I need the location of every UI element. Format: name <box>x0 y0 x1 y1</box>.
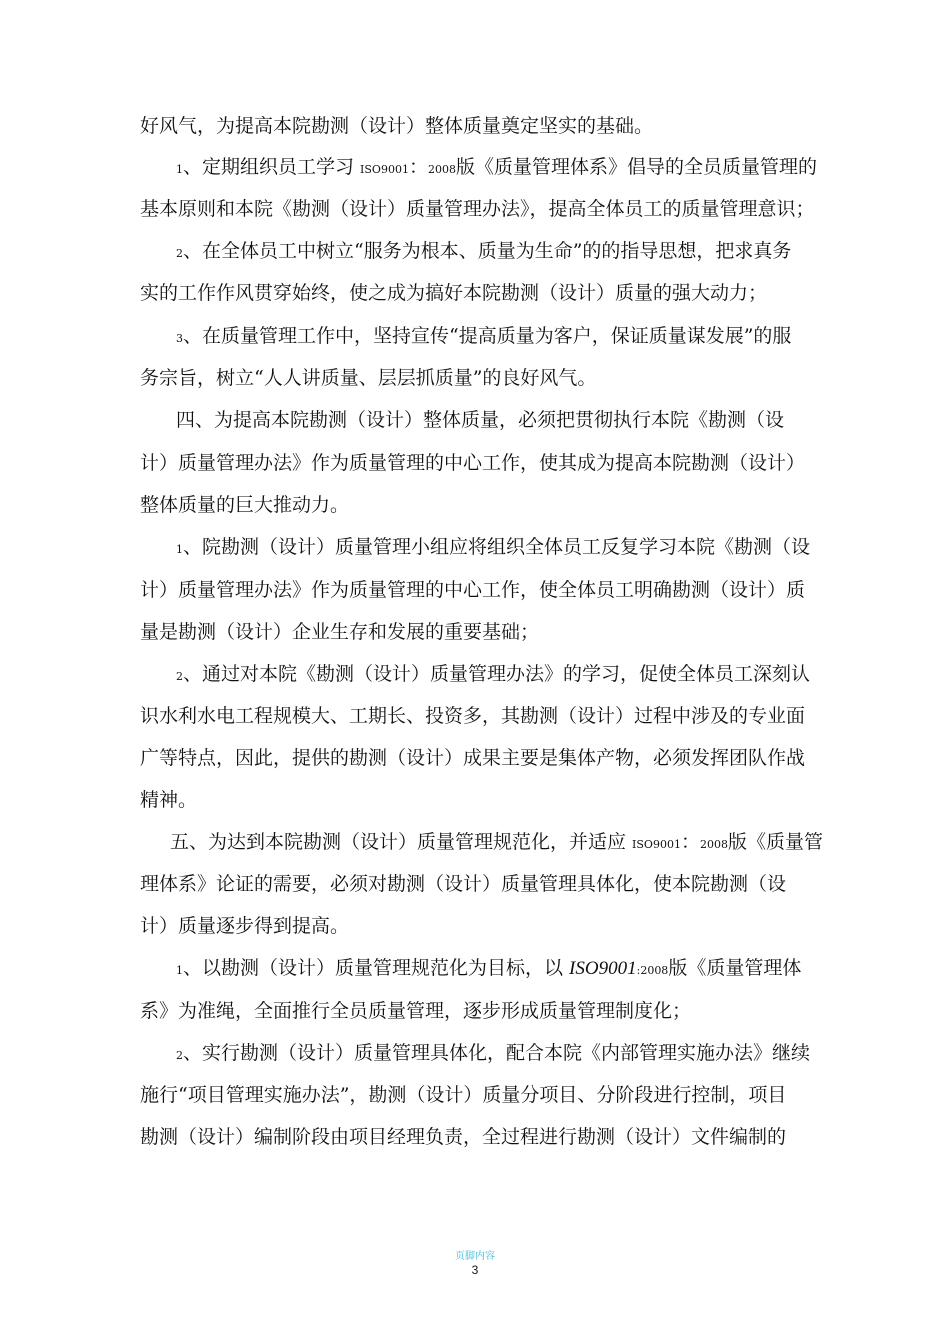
text-line <box>0 526 950 568</box>
text-line <box>0 821 950 863</box>
text-line <box>0 272 950 314</box>
text-segment: 识水利水电工程规模大、工期长、投资多，其勘测（设计）过程中涉及的专业面 <box>140 705 806 727</box>
text-segment: 施行“项目管理实施办法”，勘测（设计）质量分项目、分阶段进行控制，项目 <box>140 1084 787 1106</box>
text-line <box>0 1032 950 1074</box>
text-line <box>0 905 950 947</box>
text-line <box>0 737 950 779</box>
text-segment: 、定期组织员工学习 <box>183 156 361 178</box>
text-line <box>0 569 950 611</box>
text-segment: 四、为提高本院勘测（设计）整体质量，必须把贯彻执行本院《勘测（设 <box>176 409 785 431</box>
text-segment: 3 <box>176 332 183 345</box>
text-segment: 1 <box>176 543 183 556</box>
text-line <box>0 611 950 653</box>
text-line <box>0 947 950 989</box>
text-segment: 计）质量管理办法》作为质量管理的中心工作，使其成为提高本院勘测（设计） <box>140 452 806 474</box>
text-segment: 整体质量的巨大推动力。 <box>140 494 350 516</box>
text-segment: 精神。 <box>140 789 198 811</box>
text-line <box>0 863 950 905</box>
text-line <box>0 1074 950 1116</box>
text-segment: ISO9001 <box>360 163 409 176</box>
text-segment: 1 <box>176 964 183 977</box>
text-segment: 1 <box>176 163 183 176</box>
text-segment: 2008 <box>427 163 456 176</box>
text-line <box>0 357 950 399</box>
text-segment: 实的工作作风贯穿始终，使之成为搞好本院勘测（设计）质量的强大动力； <box>140 282 768 304</box>
text-line <box>0 442 950 484</box>
text-segment: 勘测（设计）编制阶段由项目经理负责，全过程进行勘测（设计）文件编制的 <box>140 1126 787 1148</box>
text-segment: :2008 <box>636 964 669 977</box>
text-segment: 量是勘测（设计）企业生存和发展的重要基础； <box>140 621 540 643</box>
text-segment: 2008 <box>699 838 728 851</box>
text-line <box>0 990 950 1032</box>
text-segment: 基本原则和本院《勘测（设计）质量管理办法》，提高全体员工的质量管理意识； <box>140 198 815 220</box>
text-segment: ISO9001 <box>632 838 681 851</box>
text-segment: 、以勘测（设计）质量管理规范化为目标，以 <box>183 957 570 979</box>
text-line <box>0 484 950 526</box>
text-line <box>0 653 950 695</box>
text-line <box>0 105 950 147</box>
text-segment: 好风气，为提高本院勘测（设计）整体质量奠定坚实的基础。 <box>140 115 654 137</box>
text-line <box>0 779 950 821</box>
text-line <box>0 315 950 357</box>
text-segment: 、实行勘测（设计）质量管理具体化，配合本院《内部管理实施办法》继续 <box>183 1042 811 1064</box>
text-segment: ： <box>408 156 428 178</box>
text-segment: 务宗旨，树立“人人讲质量、层层抓质量”的良好风气。 <box>140 367 597 389</box>
text-segment: 计）质量管理办法》作为质量管理的中心工作，使全体员工明确勘测（设计）质 <box>140 579 806 601</box>
text-line <box>0 188 950 230</box>
page-number: 3 <box>471 1263 479 1277</box>
text-segment: 2 <box>176 670 183 683</box>
text-line <box>0 1116 950 1158</box>
text-segment: 系》为准绳，全面推行全员质量管理，逐步形成质量管理制度化； <box>140 1000 692 1022</box>
footer-text: 页脚内容 <box>455 1251 495 1262</box>
text-line <box>0 230 950 272</box>
text-segment: 版《质量管理体 <box>668 957 802 979</box>
text-segment: 计）质量逐步得到提高。 <box>140 915 350 937</box>
text-segment: 、院勘测（设计）质量管理小组应将组织全体员工反复学习本院《勘测（设 <box>183 536 811 558</box>
text-segment: 版《质量管 <box>727 831 823 853</box>
text-segment: 、通过对本院《勘测（设计）质量管理办法》的学习，促使全体员工深刻认 <box>183 663 811 685</box>
text-segment: 版《质量管理体系》倡导的全员质量管理的 <box>455 156 817 178</box>
text-segment: 2 <box>176 247 183 260</box>
text-segment: 五、为达到本院勘测（设计）质量管理规范化，并适应 <box>170 831 633 853</box>
text-line <box>0 695 950 737</box>
text-line <box>0 146 950 188</box>
text-segment: 广等特点，因此，提供的勘测（设计）成果主要是集体产物，必须发挥团队作战 <box>140 747 806 769</box>
text-segment: 、在全体员工中树立“服务为根本、质量为生命”的的指导思想，把求真务 <box>183 240 792 262</box>
text-line <box>0 399 950 441</box>
text-segment: 、在质量管理工作中，坚持宣传“提高质量为客户，保证质量谋发展”的服 <box>183 325 792 347</box>
text-segment: 理体系》论证的需要，必须对勘测（设计）质量管理具体化，使本院勘测（设 <box>140 873 787 895</box>
text-segment: 2 <box>176 1049 183 1062</box>
text-segment: ISO9001 <box>569 958 637 979</box>
text-segment: ： <box>680 831 700 853</box>
